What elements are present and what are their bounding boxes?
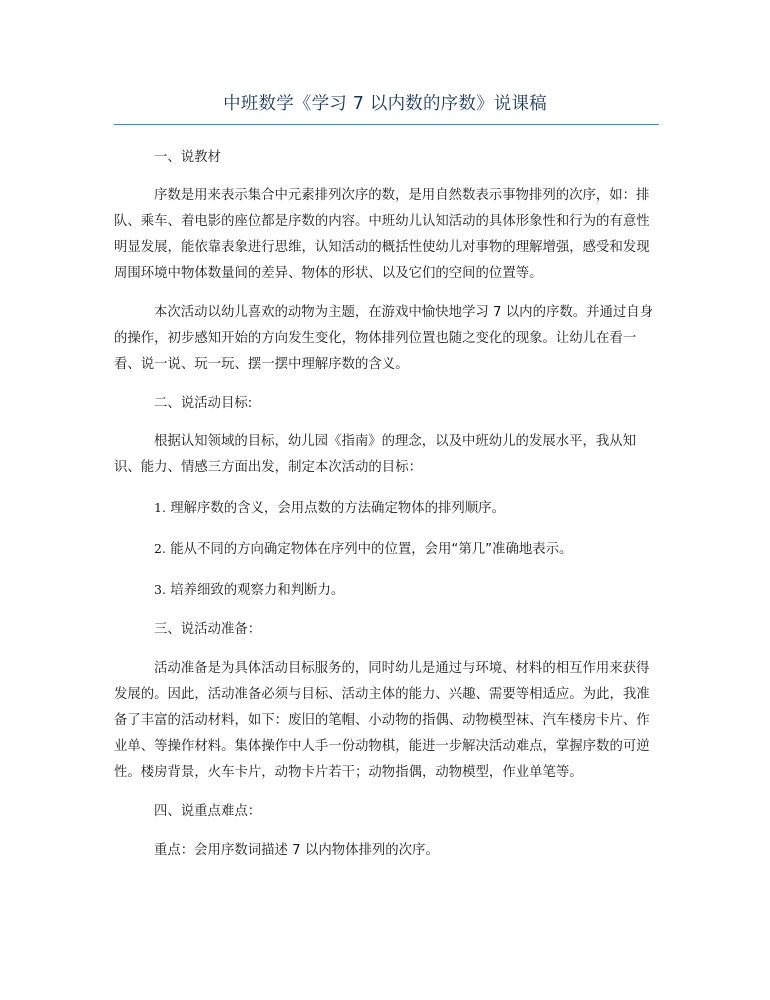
section-heading-preparation: 三、说活动准备：: [154, 622, 262, 637]
title-divider: [114, 124, 659, 125]
list-number: 1.: [154, 500, 166, 515]
paragraph-goals-intro: 根据认知领域的目标，幼儿园《指南》的理念，以及中班幼儿的发展水平，我从知识、能力、情感三方面出发，制定本次活动的目标：: [114, 434, 637, 475]
list-text: 能从不同的方向确定物体在序列中的位置，会用“第几”准确地表示。: [170, 542, 573, 557]
list-item-goal-1: [114, 495, 656, 522]
list-item-goal-2: [114, 536, 656, 563]
section-heading-goals: 二、说活动目标:: [154, 396, 253, 411]
paragraph-textbook-1: 序数是用来表示集合中元素排列次序的数，是用自然数表示事物排列的次序，如：排队、乘车、着电影的座位都是序数的内容。中班幼儿认知活动的具体形象性和行为的有意性明显发展，能依靠表象进行思维，认知活动的概括性使幼儿对事物的理解增强，感受和发现周围环境中物体数量间的差异、物体的形状、以及它们的空间的位置等。: [114, 188, 650, 281]
paragraph-preparation: 活动准备是为具体活动目标服务的，同时幼儿是通过与环境、材料的相互作用来获得发展的。因此，活动准备必须与目标、活动主体的能力、兴趣、需要等相适应。为此，我准备了丰富的活动材料，如下：废旧的笔帽、小动物的指偶、动物模型袜、汽车楼房卡片、作业单、等操作材料。集体操作中人手一份动物棋，能进一步解决活动难点，掌握序数的可逆性。楼房背景，火车卡片，动物卡片若干；动物指偶，动物模型，作业单笔等。: [114, 661, 650, 780]
list-number: 2.: [154, 541, 166, 556]
list-text: 理解序数的含义，会用点数的方法确定物体的排列顺序。: [170, 501, 505, 516]
paragraph-key-point: 重点：会用序数词描述 7 以内物体排列的次序。: [154, 843, 439, 858]
section-heading-textbook: 一、说教材: [154, 150, 221, 165]
list-text: 培养细致的观察力和判断力。: [170, 583, 345, 598]
list-item-goal-3: [114, 577, 656, 604]
list-number: 3.: [154, 582, 166, 597]
paragraph-textbook-2: 本次活动以幼儿喜欢的动物为主题，在游戏中愉快地学习 7 以内的序数。并通过自身的操作，初步感知开始的方向发生变化，物体排列位置也随之变化的现象。让幼儿在看一看、说一说、玩一玩、摆一摆中理解序数的含义。: [114, 305, 654, 372]
section-heading-key-points: 四、说重点难点：: [154, 804, 262, 819]
document-title: 中班数学《学习 7 以内数的序数》说课稿: [223, 94, 547, 114]
